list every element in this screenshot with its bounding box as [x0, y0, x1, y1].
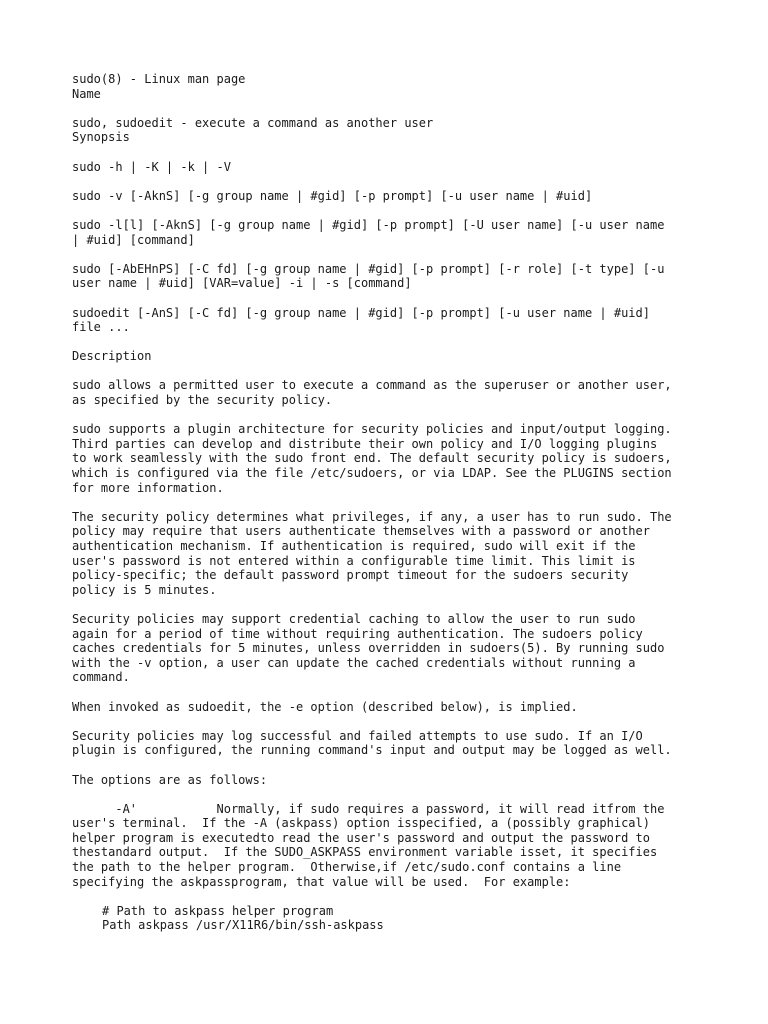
paragraph-line: Security policies may log successful and failed attempts to use sudo. If an I/O: [72, 728, 643, 743]
paragraph-line: with the -v option, a user can update the cached credentials without running a: [72, 655, 636, 670]
paragraph-line: as specified by the security policy.: [72, 393, 333, 408]
paragraph-line: again for a period of time without requiring authentication. The sudoers policy: [72, 626, 643, 641]
description-paragraph-7: [72, 773, 712, 788]
synopsis-heading: Synopsis: [72, 130, 130, 145]
option-line: thestandard output. If the SUDO_ASKPASS environment variable isset, it specifies: [72, 845, 658, 860]
synopsis-line: sudo -v [-AknS] [-g group name | #gid] [-p prompt] [-u user name | #uid]: [72, 188, 593, 203]
paragraph-line: which is configured via the file /etc/sudoers, or via LDAP. See the PLUGINS section: [72, 466, 672, 481]
paragraph-line: authentication mechanism. If authentication is required, sudo will exit if the: [72, 539, 636, 553]
paragraph-line: sudo supports a plugin architecture for security policies and input/output logging.: [72, 422, 672, 437]
name-text: sudo, sudoedit - execute a command as another user: [72, 115, 434, 130]
paragraph-line: sudo allows a permitted user to execute a command as the superuser or another user,: [72, 378, 672, 393]
description-paragraph-6: [72, 729, 712, 758]
paragraph-line: The security policy determines what privileges, if any, a user has to run sudo. The: [72, 509, 672, 524]
paragraph-line: policy may require that users authenticate themselves with a password or another: [72, 524, 650, 539]
synopsis-line: file ...: [72, 320, 130, 335]
synopsis-line: user name | #uid] [VAR=value] -i | -s [command]: [72, 276, 412, 291]
page-title: sudo(8) - Linux man page: [72, 72, 246, 86]
synopsis-line: sudoedit [-AnS] [-C fd] [-g group name | #gid] [-p prompt] [-u user name | #uid]: [72, 305, 650, 320]
paragraph-line: Third parties can develop and distribute their own policy and I/O logging plugins: [72, 436, 658, 451]
description-paragraph-2: [72, 422, 712, 495]
option-line: the path to the helper program. Otherwise,if /etc/sudo.conf contains a line: [72, 860, 622, 875]
option-line: specifying the askpassprogram, that value will be used. For example:: [72, 874, 571, 889]
synopsis-line: | #uid] [command]: [72, 232, 195, 247]
description-paragraph-3: [72, 510, 712, 598]
synopsis-line: sudo -l[l] [-AknS] [-g group name | #gid] [-p prompt] [-U user name] [-u user name: [72, 217, 665, 232]
paragraph-line: policy is 5 minutes.: [72, 582, 217, 597]
paragraph-line: The options are as follows:: [72, 772, 268, 787]
description-paragraph-4: [72, 612, 712, 685]
synopsis-line: sudo -h | -K | -k | -V: [72, 159, 231, 174]
description-heading: Description: [72, 349, 152, 364]
paragraph-line: policy-specific; the default password prompt timeout for the sudoers security: [72, 568, 629, 583]
paragraph-line: caches credentials for 5 minutes, unless overridden in sudoers(5). By running sudo: [72, 641, 665, 656]
synopsis-line: sudo [-AbEHnPS] [-C fd] [-g group name | #gid] [-p prompt] [-r role] [-t type] [-u: [72, 261, 665, 276]
option-line: user's terminal. If the -A (askpass) option isspecified, a (possibly graphical): [72, 816, 650, 831]
description-paragraph-5: [72, 700, 712, 715]
name-heading: Name: [72, 86, 101, 101]
paragraph-line: command.: [72, 670, 130, 685]
code-example: [72, 904, 712, 933]
paragraph-line: Security policies may support credential caching to allow the user to run sudo: [72, 611, 636, 626]
option-askpass: [72, 802, 712, 890]
code-line: # Path to askpass helper program: [102, 903, 334, 918]
description-paragraph-1: [72, 378, 712, 407]
paragraph-line: to work seamlessly with the sudo front end. The default security policy is sudoers,: [72, 451, 672, 466]
option-line: -A' Normally, if sudo requires a password, it will read itfrom the: [72, 801, 665, 816]
paragraph-line: user's password is not entered within a configurable time limit. This limit is: [72, 553, 636, 568]
paragraph-line: for more information.: [72, 480, 224, 495]
man-page-document: [72, 72, 712, 933]
option-line: helper program is executedto read the user's password and output the password to: [72, 830, 650, 845]
paragraph-line: When invoked as sudoedit, the -e option (described below), is implied.: [72, 699, 578, 714]
paragraph-line: plugin is configured, the running command's input and output may be logged as well.: [72, 743, 672, 758]
code-line: Path askpass /usr/X11R6/bin/ssh-askpass: [102, 918, 384, 933]
